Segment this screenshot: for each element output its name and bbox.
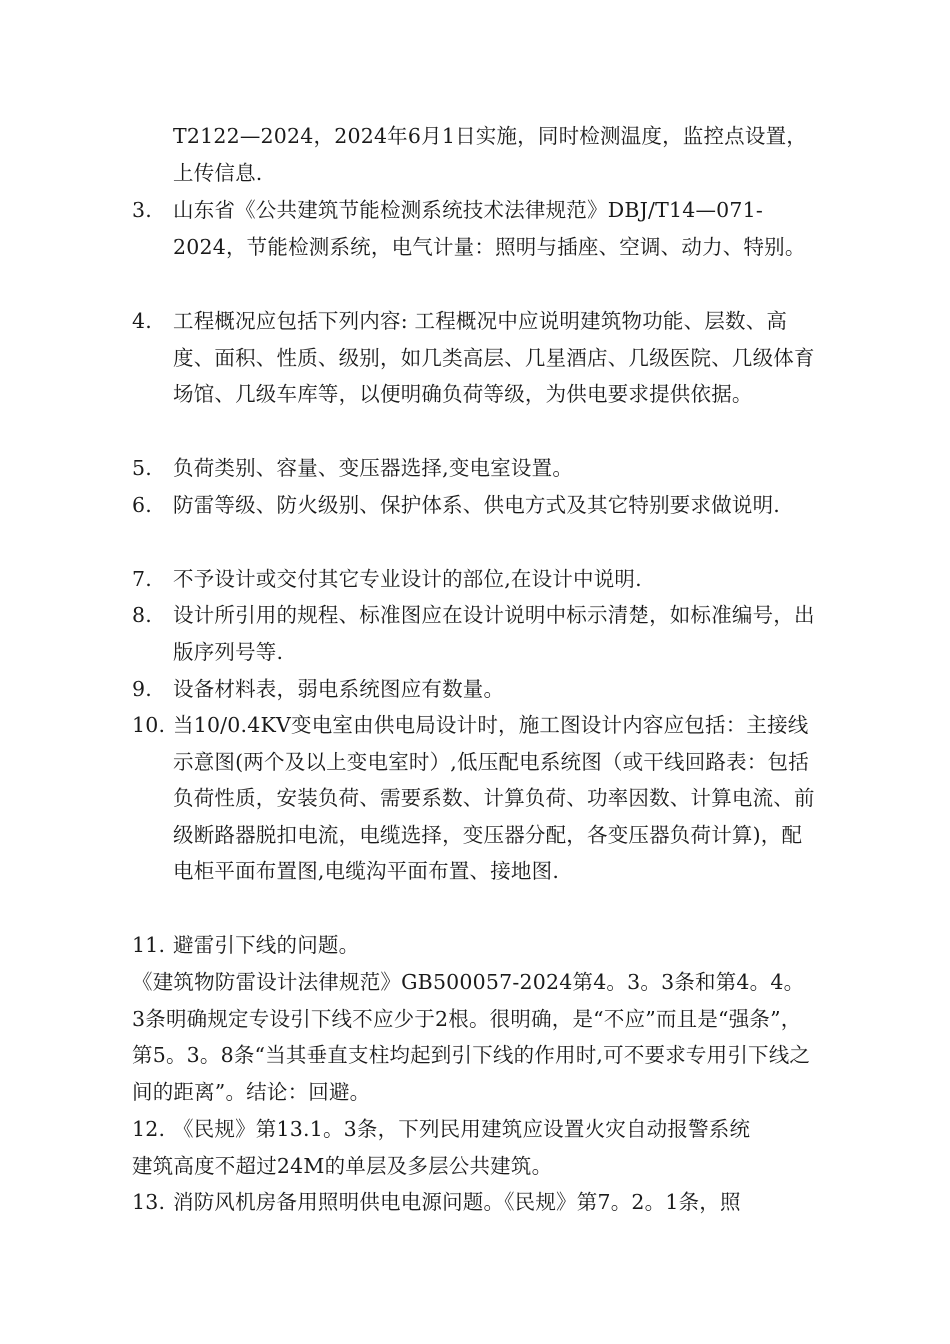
list-item-3 <box>132 192 822 265</box>
list-item-text: 负荷类别、容量、变压器选择,变电室设置。 <box>173 456 574 480</box>
list-item-text: 消防风机房备用照明供电电源问题。《民规》第7。2。1条，照 <box>173 1190 741 1214</box>
list-item-13 <box>132 1184 822 1221</box>
list-item-number: 8. <box>132 603 152 627</box>
list-item-10 <box>132 707 822 890</box>
list-item-text: 设计所引用的规程、标准图应在设计说明中标示清楚，如标准编号，出版序列号等. <box>173 603 815 664</box>
fire-alarm-paragraph: 建筑高度不超过24M的单层及多层公共建筑。 <box>132 1154 553 1178</box>
list-item-4 <box>132 303 822 413</box>
list-item-text: 设备材料表，弱电系统图应有数量。 <box>173 677 505 701</box>
list-item-number: 7. <box>132 567 152 591</box>
list-item-8 <box>132 597 822 670</box>
list-item-number: 12. <box>132 1117 166 1141</box>
list-item-number: 9. <box>132 677 152 701</box>
list-item-number: 10. <box>132 713 166 737</box>
list-item-9 <box>132 671 822 708</box>
list-item-12 <box>132 1111 822 1148</box>
list-item-text: 《民规》第13.1。3条，下列民用建筑应设置火灾自动报警系统 <box>173 1117 751 1141</box>
list-item-text: 不予设计或交付其它专业设计的部位,在设计中说明. <box>173 567 642 591</box>
list-item-text: 山东省《公共建筑节能检测系统技术法律规范》DBJ/T14—071-2024，节能检测系统，电气计量：照明与插座、空调、动力、特别。 <box>173 198 806 259</box>
list-item-5 <box>132 450 822 487</box>
list-item-11 <box>132 927 822 964</box>
list-item-text: 避雷引下线的问题。 <box>173 933 360 957</box>
list-item-number: 4. <box>132 309 152 333</box>
list-item-number: 13. <box>132 1190 166 1214</box>
list-item-number: 3. <box>132 198 152 222</box>
list-item-text: 防雷等级、防火级别、保护体系、供电方式及其它特别要求做说明. <box>173 493 781 517</box>
lightning-rule-paragraph: 《建筑物防雷设计法律规范》GB500057-2024第4。3。3条和第4。4。3条明确规定专设引下线不应少于2根。很明确，是“不应”而且是“强条”，第5。3。8条“当其垂直支柱均起到引下线的作用时,可不要求专用引下线之间的距离”。结论：回避。 <box>132 970 811 1104</box>
list-item-number: 6. <box>132 493 152 517</box>
list-item-6 <box>132 487 822 524</box>
list-item-number: 11. <box>132 933 166 957</box>
list-item-text: 当10/0.4KV变电室由供电局设计时，施工图设计内容应包括：主接线示意图(两个及以上变电室时）,低压配电系统图（或干线回路表：包括负荷性质，安装负荷、需要系数、计算负荷、功率因数、计算电流、前级断路器脱扣电流，电缆选择，变压器分配，各变压器负荷计算)，配电柜平面布置图,电缆沟平面布置、接地图. <box>173 713 815 883</box>
list-item-number: 5. <box>132 456 152 480</box>
continuation-text: T2122—2024，2024年6月1日实施，同时检测温度，监控点设置，上传信息. <box>173 124 807 185</box>
list-item-7 <box>132 561 822 598</box>
list-item-text: 工程概况应包括下列内容: 工程概况中应说明建筑物功能、层数、高度、面积、性质、级别，如几类高层、几星酒店、几级医院、几级体育场馆、几级车库等，以便明确负荷等级，为供电要求提供依据。 <box>173 309 815 406</box>
